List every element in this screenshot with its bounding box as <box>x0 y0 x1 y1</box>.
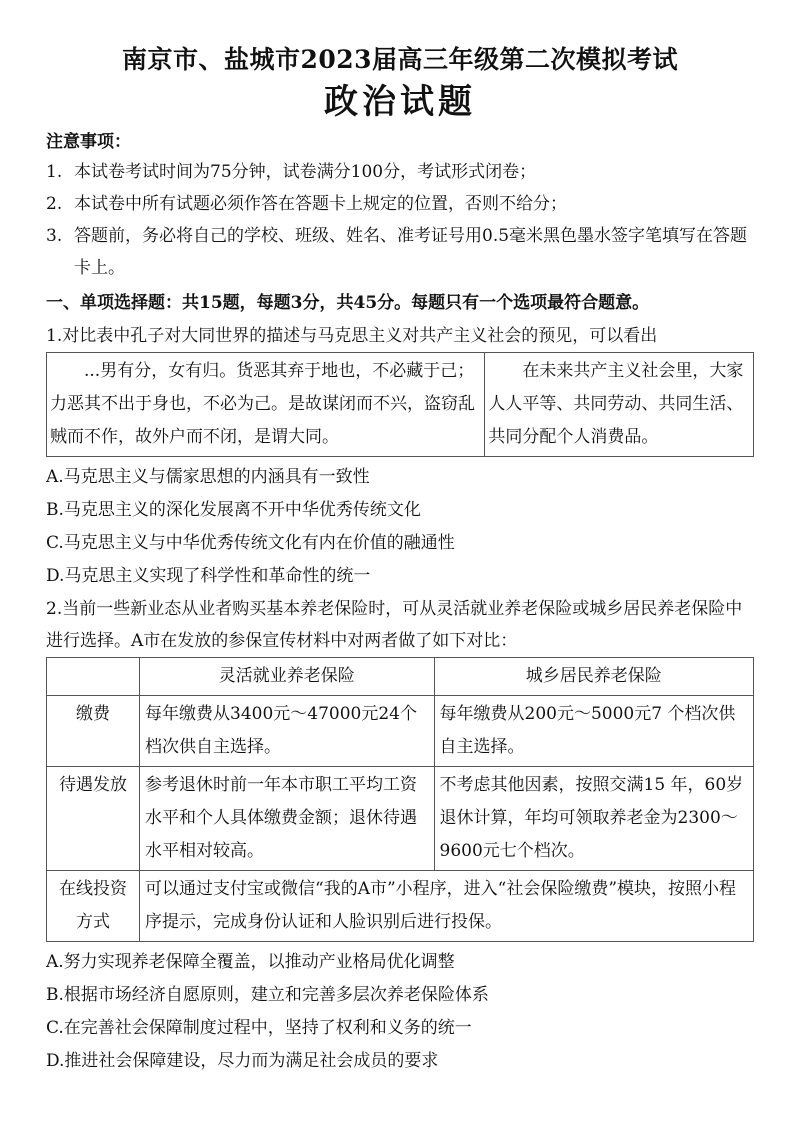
table-row <box>47 353 754 457</box>
section-heading: 一、单项选择题：共15题，每题3分，共45分。每题只有一个选项最符合题意。 <box>46 293 650 313</box>
notice-item <box>46 156 754 188</box>
notice-item-text: 本试卷考试时间为75分钟，试卷满分100分，考试形式闭卷； <box>74 162 537 182</box>
notice-item-text: 本试卷中所有试题必须作答在答题卡上规定的位置，否则不给分； <box>74 194 567 214</box>
notice-title: 注意事项： <box>46 132 131 152</box>
column-header-flexible: 灵活就业养老保险 <box>140 658 435 696</box>
row-label: 缴费 <box>47 696 140 767</box>
question-1-table <box>46 352 754 457</box>
table-header-row <box>47 658 754 696</box>
table-cell: 可以通过支付宝或微信“我的A市”小程序，进入“社会保险缴费”模块，按照小程序提示，完成身份认证和人脸识别后进行投保。 <box>140 871 754 942</box>
notice-item-number: 1. <box>46 162 63 182</box>
notice-list <box>46 156 754 284</box>
table-cell: 参考退休时前一年本市职工平均工资水平和个人具体缴费金额；退休待遇水平相对较高。 <box>140 767 435 871</box>
row-label: 待遇发放 <box>47 767 140 871</box>
question-2-option-c: C.在完善社会保障制度过程中，坚持了权利和义务的统一 <box>46 1018 472 1038</box>
question-1-option-d: D.马克思主义实现了科学性和革命性的统一 <box>46 566 371 586</box>
column-header-residents: 城乡居民养老保险 <box>434 658 754 696</box>
notice-item-number: 3. <box>46 226 63 246</box>
question-1-option-a: A.马克思主义与儒家思想的内涵具有一致性 <box>46 467 370 487</box>
notice-item-number: 2. <box>46 194 63 214</box>
question-2-option-b: B.根据市场经济自愿原则，建立和完善多层次养老保险体系 <box>46 985 489 1005</box>
question-2-table <box>46 657 754 942</box>
table-row <box>47 767 754 871</box>
table-row <box>47 871 754 942</box>
notice-item <box>46 188 754 220</box>
question-2-stem: 2.当前一些新业态从业者购买基本养老保险时，可从灵活就业养老保险或城乡居民养老保险中进行选择。A市在发放的参保宣传材料中对两者做了如下对比： <box>46 599 743 651</box>
question-1-option-c: C.马克思主义与中华优秀传统文化有内在价值的融通性 <box>46 533 455 553</box>
subject-title: 政治试题 <box>324 82 476 122</box>
notice-item <box>46 220 754 284</box>
exam-page <box>46 42 754 1078</box>
table-cell: 每年缴费从3400元～47000元24个档次供自主选择。 <box>140 696 435 767</box>
marxism-quote-cell: 在未来共产主义社会里，大家人人平等、共同劳动、共同生活、共同分配个人消费品。 <box>485 353 754 457</box>
exam-title: 南京市、盐城市2023届高三年级第二次模拟考试 <box>121 45 679 74</box>
confucius-quote-cell: ...男有分，女有归。货恶其弃于地也，不必藏于己；力恶其不出于身也，不必为己。是故谋闭而不兴，盗窃乱贼而不作，故外户而不闭，是谓大同。 <box>47 353 485 457</box>
table-cell: 不考虑其他因素，按照交满15 年，60岁退休计算，年均可领取养老金为2300～9600元七个档次。 <box>434 767 754 871</box>
question-1-option-b: B.马克思主义的深化发展离不开中华优秀传统文化 <box>46 500 421 520</box>
row-label: 在线投资方式 <box>47 871 140 942</box>
question-2-option-d: D.推进社会保障建设，尽力而为满足社会成员的要求 <box>46 1051 439 1071</box>
notice-item-text: 答题前，务必将自己的学校、班级、姓名、准考证号用0.5毫米黑色墨水签字笔填写在答题卡上。 <box>74 226 748 278</box>
table-row <box>47 696 754 767</box>
table-corner-cell <box>47 658 140 696</box>
table-cell: 每年缴费从200元～5000元7 个档次供自主选择。 <box>434 696 754 767</box>
question-1-stem: 1.对比表中孔子对大同世界的描述与马克思主义对共产主义社会的预见，可以看出 <box>46 326 658 346</box>
question-2-option-a: A.努力实现养老保障全覆盖，以推动产业格局优化调整 <box>46 952 455 972</box>
